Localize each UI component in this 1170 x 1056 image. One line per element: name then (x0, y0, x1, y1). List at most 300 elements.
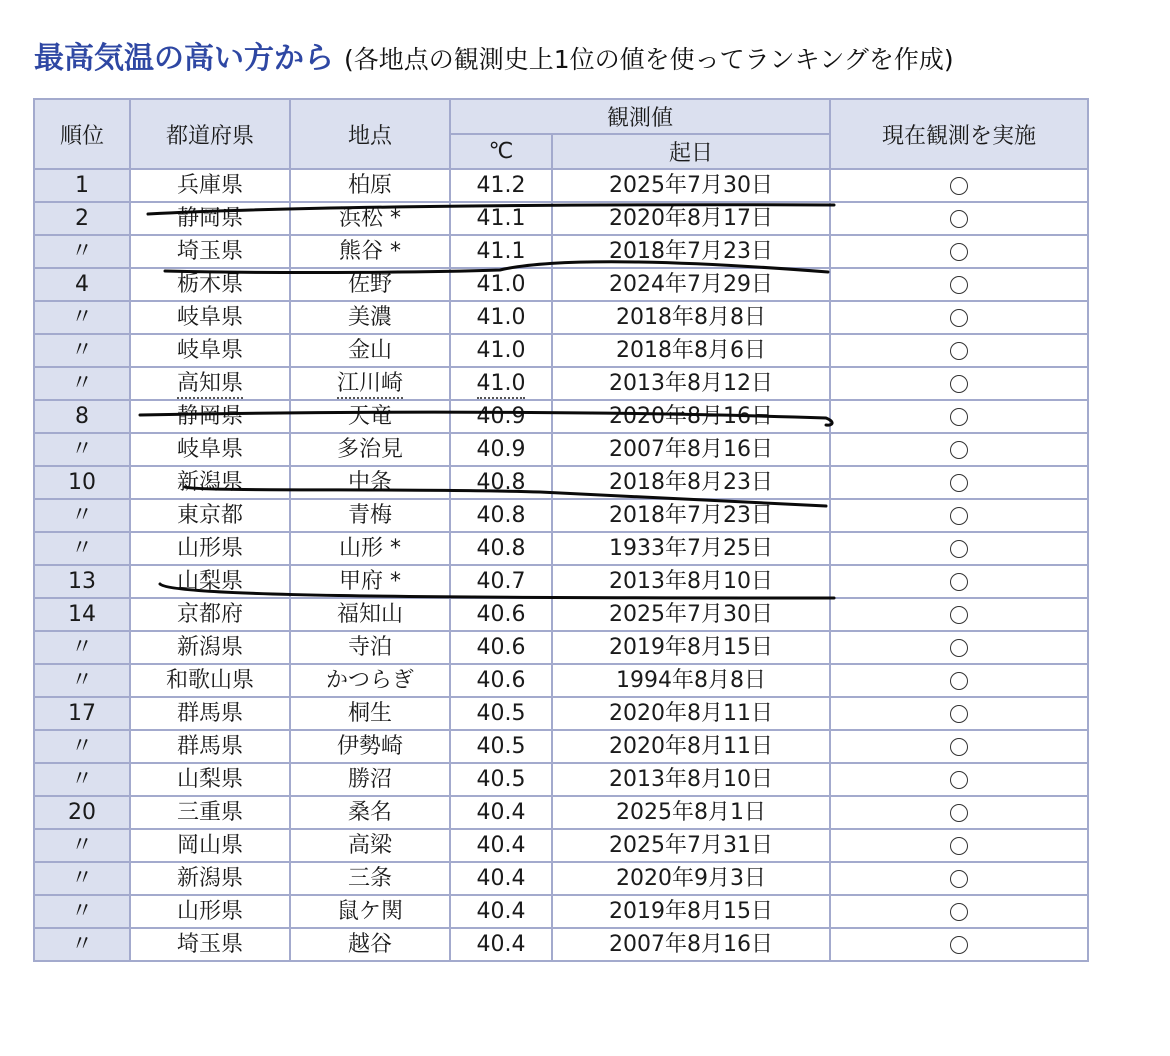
cell-location (290, 334, 450, 367)
cell-temp (450, 466, 552, 499)
cell-location (290, 730, 450, 763)
cell-rank (34, 334, 130, 367)
prefecture-text: 兵庫県 (176, 173, 243, 198)
table-row (34, 334, 1088, 367)
current-value (968, 236, 969, 237)
cell-current (830, 862, 1088, 895)
cell-temp (450, 334, 552, 367)
cell-current (830, 697, 1088, 730)
current-value (968, 830, 969, 831)
date-text: 2013年8月12日 (609, 371, 773, 396)
current-value (968, 467, 969, 468)
location-text: 勝沼 (347, 767, 392, 792)
cell-date (552, 268, 830, 301)
cell-rank (34, 565, 130, 598)
date-text: 2024年7月29日 (609, 272, 773, 297)
table-row (34, 400, 1088, 433)
date-text: 2018年7月23日 (609, 239, 773, 264)
rank-text: 〃 (70, 866, 93, 891)
cell-location (290, 301, 450, 334)
circle-icon (950, 771, 968, 789)
current-value (968, 599, 969, 600)
prefecture-text: 栃木県 (176, 272, 243, 297)
cell-current (830, 829, 1088, 862)
cell-rank (34, 895, 130, 928)
header-temp: ℃ (450, 134, 552, 169)
cell-rank (34, 169, 130, 202)
header-rank: 順位 (34, 99, 130, 169)
temp-text: 41.1 (476, 206, 526, 231)
current-value (968, 632, 969, 633)
date-text: 2018年8月23日 (609, 470, 773, 495)
current-value (968, 269, 969, 270)
cell-rank (34, 367, 130, 400)
table-body (34, 169, 1088, 961)
table-row (34, 466, 1088, 499)
cell-location (290, 598, 450, 631)
table-row (34, 202, 1088, 235)
cell-rank (34, 829, 130, 862)
cell-prefecture (130, 730, 290, 763)
cell-temp (450, 400, 552, 433)
current-value (968, 434, 969, 435)
cell-rank (34, 763, 130, 796)
table-row (34, 928, 1088, 961)
cell-current (830, 367, 1088, 400)
cell-date (552, 466, 830, 499)
ranking-table (33, 98, 1089, 962)
cell-current (830, 433, 1088, 466)
date-text: 2013年8月10日 (609, 569, 773, 594)
cell-date (552, 796, 830, 829)
cell-date (552, 532, 830, 565)
temp-text: 41.2 (476, 173, 526, 198)
rank-text: 2 (75, 206, 89, 231)
cell-temp (450, 169, 552, 202)
prefecture-text: 岐阜県 (176, 437, 243, 462)
cell-location (290, 829, 450, 862)
cell-prefecture (130, 466, 290, 499)
cell-prefecture (130, 631, 290, 664)
prefecture-text: 京都府 (176, 602, 243, 627)
table-row (34, 301, 1088, 334)
cell-location (290, 169, 450, 202)
date-text: 1994年8月8日 (616, 668, 766, 693)
cell-location (290, 763, 450, 796)
cell-temp (450, 565, 552, 598)
current-value (968, 698, 969, 699)
circle-icon (950, 276, 968, 294)
cell-temp (450, 862, 552, 895)
cell-prefecture (130, 664, 290, 697)
circle-icon (950, 672, 968, 690)
prefecture-text: 新潟県 (176, 866, 243, 891)
location-text: 甲府 * (339, 569, 401, 594)
rank-text: 〃 (70, 833, 93, 858)
temp-text: 40.8 (476, 503, 526, 528)
circle-icon (950, 804, 968, 822)
cell-temp (450, 598, 552, 631)
table-row (34, 730, 1088, 763)
cell-date (552, 202, 830, 235)
location-text: 江川崎 (337, 371, 403, 399)
rank-text: 〃 (70, 536, 93, 561)
circle-icon (950, 837, 968, 855)
cell-current (830, 202, 1088, 235)
circle-icon (950, 375, 968, 393)
temp-text: 40.4 (476, 932, 526, 957)
rank-text: 〃 (70, 239, 93, 264)
location-text: 山形 * (339, 536, 401, 561)
cell-current (830, 400, 1088, 433)
rank-text: 〃 (70, 668, 93, 693)
cell-prefecture (130, 862, 290, 895)
location-text: 桑名 (347, 800, 392, 825)
rank-text: 1 (75, 173, 89, 198)
date-text: 2025年7月31日 (609, 833, 773, 858)
cell-location (290, 697, 450, 730)
prefecture-text: 和歌山県 (165, 668, 254, 693)
current-value (968, 203, 969, 204)
date-text: 2025年7月30日 (609, 602, 773, 627)
circle-icon (950, 573, 968, 591)
circle-icon (950, 936, 968, 954)
prefecture-text: 群馬県 (176, 701, 243, 726)
rank-text: 〃 (70, 767, 93, 792)
temp-text: 40.5 (476, 701, 526, 726)
date-text: 2019年8月15日 (609, 635, 773, 660)
location-text: 高梁 (347, 833, 392, 858)
cell-location (290, 862, 450, 895)
header-current: 現在観測を実施 (830, 99, 1088, 169)
cell-rank (34, 928, 130, 961)
cell-current (830, 301, 1088, 334)
cell-current (830, 598, 1088, 631)
circle-icon (950, 441, 968, 459)
table-row (34, 895, 1088, 928)
circle-icon (950, 606, 968, 624)
prefecture-text: 新潟県 (176, 470, 243, 495)
prefecture-text: 静岡県 (176, 206, 243, 231)
location-text: 青梅 (347, 503, 392, 528)
cell-prefecture (130, 202, 290, 235)
cell-date (552, 400, 830, 433)
rank-text: 20 (68, 800, 96, 825)
table-row (34, 268, 1088, 301)
table-row (34, 862, 1088, 895)
location-text: 三条 (347, 866, 392, 891)
circle-icon (950, 177, 968, 195)
prefecture-text: 三重県 (176, 800, 243, 825)
header-prefecture: 都道府県 (130, 99, 290, 169)
table-row (34, 433, 1088, 466)
date-text: 2007年8月16日 (609, 437, 773, 462)
circle-icon (950, 342, 968, 360)
date-text: 2013年8月10日 (609, 767, 773, 792)
cell-date (552, 697, 830, 730)
cell-date (552, 895, 830, 928)
rank-text: 17 (68, 701, 96, 726)
cell-location (290, 268, 450, 301)
circle-icon (950, 474, 968, 492)
current-value (968, 797, 969, 798)
cell-rank (34, 730, 130, 763)
circle-icon (950, 540, 968, 558)
circle-icon (950, 309, 968, 327)
cell-rank (34, 235, 130, 268)
table-row (34, 598, 1088, 631)
circle-icon (950, 507, 968, 525)
cell-location (290, 565, 450, 598)
cell-current (830, 565, 1088, 598)
circle-icon (950, 738, 968, 756)
heading-main: 最高気温の高い方から (34, 41, 334, 76)
location-text: 柏原 (347, 173, 392, 198)
cell-current (830, 499, 1088, 532)
cell-current (830, 796, 1088, 829)
cell-temp (450, 895, 552, 928)
temp-text: 40.6 (476, 602, 526, 627)
location-text: かつらぎ (325, 668, 414, 693)
cell-location (290, 928, 450, 961)
temp-text: 40.8 (476, 536, 526, 561)
current-value (968, 566, 969, 567)
current-value (968, 335, 969, 336)
temp-text: 40.6 (476, 668, 526, 693)
current-value (968, 368, 969, 369)
cell-location (290, 796, 450, 829)
cell-temp (450, 202, 552, 235)
circle-icon (950, 243, 968, 261)
cell-date (552, 928, 830, 961)
date-text: 2018年8月6日 (616, 338, 766, 363)
header-location: 地点 (290, 99, 450, 169)
cell-current (830, 532, 1088, 565)
cell-current (830, 631, 1088, 664)
prefecture-text: 岡山県 (176, 833, 243, 858)
circle-icon (950, 870, 968, 888)
cell-rank (34, 664, 130, 697)
temp-text: 40.4 (476, 899, 526, 924)
cell-date (552, 631, 830, 664)
cell-temp (450, 499, 552, 532)
cell-prefecture (130, 763, 290, 796)
rank-text: 14 (68, 602, 96, 627)
date-text: 2025年7月30日 (609, 173, 773, 198)
current-value (968, 302, 969, 303)
cell-prefecture (130, 400, 290, 433)
table-row (34, 763, 1088, 796)
cell-prefecture (130, 796, 290, 829)
location-text: 熊谷 * (339, 239, 401, 264)
cell-current (830, 928, 1088, 961)
temp-text: 40.6 (476, 635, 526, 660)
table-row (34, 565, 1088, 598)
cell-rank (34, 796, 130, 829)
table-row (34, 664, 1088, 697)
rank-text: 〃 (70, 338, 93, 363)
location-text: 中条 (347, 470, 392, 495)
current-value (968, 896, 969, 897)
temp-text: 40.4 (476, 833, 526, 858)
cell-location (290, 235, 450, 268)
date-text: 2018年7月23日 (609, 503, 773, 528)
cell-date (552, 334, 830, 367)
current-value (968, 500, 969, 501)
cell-temp (450, 367, 552, 400)
location-text: 寺泊 (347, 635, 392, 660)
temp-text: 40.4 (476, 866, 526, 891)
circle-icon (950, 639, 968, 657)
cell-location (290, 466, 450, 499)
location-text: 佐野 (347, 272, 392, 297)
cell-date (552, 730, 830, 763)
cell-location (290, 367, 450, 400)
temp-text: 40.4 (476, 800, 526, 825)
date-text: 2020年9月3日 (616, 866, 766, 891)
rank-text: 〃 (70, 734, 93, 759)
prefecture-text: 岐阜県 (176, 305, 243, 330)
cell-prefecture (130, 895, 290, 928)
cell-rank (34, 433, 130, 466)
prefecture-text: 山形県 (176, 536, 243, 561)
location-text: 天竜 (347, 404, 392, 429)
cell-prefecture (130, 565, 290, 598)
cell-temp (450, 268, 552, 301)
cell-date (552, 235, 830, 268)
cell-temp (450, 829, 552, 862)
current-value (968, 533, 969, 534)
date-text: 2020年8月11日 (609, 701, 773, 726)
temp-text: 40.7 (476, 569, 526, 594)
temp-text: 40.5 (476, 734, 526, 759)
cell-temp (450, 763, 552, 796)
prefecture-text: 山梨県 (176, 569, 243, 594)
cell-temp (450, 631, 552, 664)
temp-text: 41.0 (476, 305, 526, 330)
cell-prefecture (130, 697, 290, 730)
cell-current (830, 334, 1088, 367)
location-text: 桐生 (347, 701, 392, 726)
rank-text: 〃 (70, 305, 93, 330)
cell-current (830, 268, 1088, 301)
cell-date (552, 169, 830, 202)
cell-current (830, 235, 1088, 268)
table-row (34, 796, 1088, 829)
cell-date (552, 598, 830, 631)
cell-location (290, 433, 450, 466)
table-row (34, 631, 1088, 664)
prefecture-text: 山梨県 (176, 767, 243, 792)
cell-current (830, 730, 1088, 763)
cell-temp (450, 664, 552, 697)
temp-text: 41.0 (476, 338, 526, 363)
header-date: 起日 (552, 134, 830, 169)
cell-date (552, 862, 830, 895)
prefecture-text: 新潟県 (176, 635, 243, 660)
cell-prefecture (130, 268, 290, 301)
heading-sub: (各地点の観測史上1位の値を使ってランキングを作成) (344, 45, 954, 74)
cell-current (830, 169, 1088, 202)
cell-date (552, 763, 830, 796)
prefecture-text: 高知県 (177, 371, 243, 399)
table-row (34, 235, 1088, 268)
cell-prefecture (130, 367, 290, 400)
temp-text: 40.8 (476, 470, 526, 495)
date-text: 2020年8月16日 (609, 404, 773, 429)
cell-rank (34, 499, 130, 532)
date-text: 2007年8月16日 (609, 932, 773, 957)
temp-text: 41.0 (476, 272, 526, 297)
cell-date (552, 433, 830, 466)
cell-date (552, 499, 830, 532)
cell-temp (450, 796, 552, 829)
cell-date (552, 664, 830, 697)
table-row (34, 499, 1088, 532)
cell-prefecture (130, 928, 290, 961)
table-heading (34, 41, 954, 76)
rank-text: 〃 (70, 899, 93, 924)
rank-text: 〃 (70, 503, 93, 528)
cell-rank (34, 301, 130, 334)
cell-rank (34, 202, 130, 235)
date-text: 2018年8月8日 (616, 305, 766, 330)
current-value (968, 401, 969, 402)
cell-temp (450, 301, 552, 334)
rank-text: 〃 (70, 932, 93, 957)
cell-rank (34, 400, 130, 433)
current-value (968, 170, 969, 171)
rank-text: 〃 (70, 635, 93, 660)
prefecture-text: 東京都 (176, 503, 243, 528)
cell-date (552, 829, 830, 862)
location-text: 美濃 (347, 305, 392, 330)
cell-temp (450, 433, 552, 466)
location-text: 伊勢崎 (336, 734, 403, 759)
current-value (968, 764, 969, 765)
cell-location (290, 664, 450, 697)
cell-prefecture (130, 829, 290, 862)
cell-current (830, 664, 1088, 697)
cell-current (830, 895, 1088, 928)
location-text: 越谷 (347, 932, 392, 957)
header-observed: 観測値 (450, 99, 830, 134)
cell-location (290, 202, 450, 235)
prefecture-text: 群馬県 (176, 734, 243, 759)
date-text: 2020年8月17日 (609, 206, 773, 231)
cell-rank (34, 466, 130, 499)
cell-prefecture (130, 433, 290, 466)
prefecture-text: 埼玉県 (176, 932, 243, 957)
cell-date (552, 301, 830, 334)
location-text: 金山 (347, 338, 392, 363)
location-text: 多治見 (336, 437, 403, 462)
cell-temp (450, 928, 552, 961)
circle-icon (950, 210, 968, 228)
cell-rank (34, 598, 130, 631)
cell-location (290, 400, 450, 433)
cell-prefecture (130, 598, 290, 631)
cell-prefecture (130, 532, 290, 565)
rank-text: 〃 (70, 371, 93, 396)
rank-text: 4 (75, 272, 89, 297)
table-row (34, 532, 1088, 565)
cell-prefecture (130, 334, 290, 367)
temp-text: 41.0 (477, 371, 526, 399)
cell-rank (34, 532, 130, 565)
rank-text: 〃 (70, 437, 93, 462)
temp-text: 40.9 (476, 437, 526, 462)
